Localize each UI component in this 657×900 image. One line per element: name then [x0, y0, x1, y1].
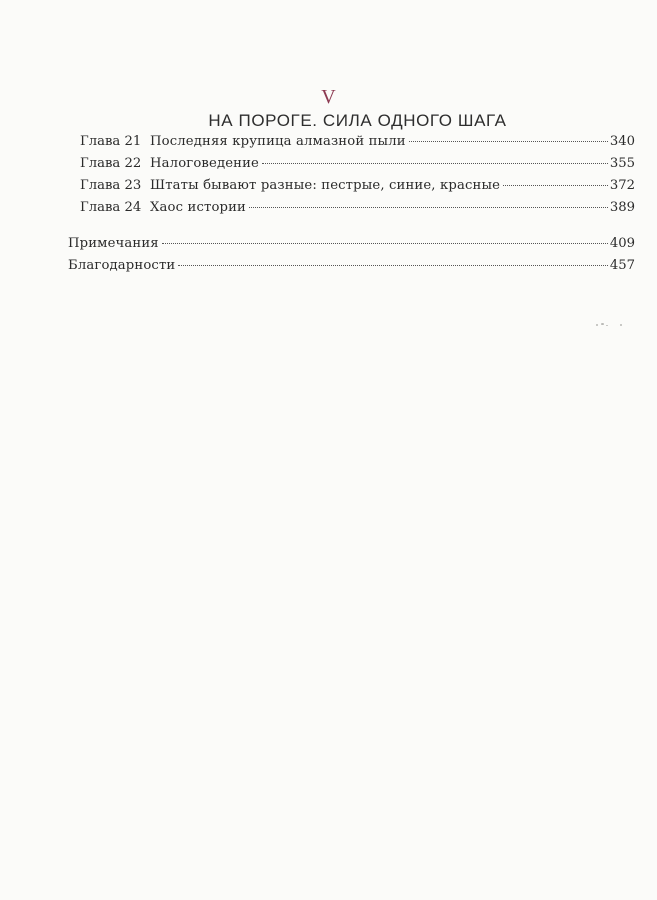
chapter-title: Последняя крупица алмазной пыли [150, 134, 406, 149]
chapter-title: Налоговедение [150, 156, 260, 171]
back-matter-list [68, 233, 635, 277]
chapter-number: Глава 22 [80, 156, 142, 171]
dot-leader [178, 265, 607, 266]
chapter-title: Штаты бывают разные: пестрые, синие, красные [150, 178, 501, 193]
section-title: Примечания [68, 236, 159, 251]
chapter-title: Хаос истории [150, 200, 246, 215]
chapter-number: Глава 23 [80, 178, 142, 193]
page-number: 340 [609, 134, 635, 149]
chapter-list [68, 131, 635, 219]
chapter-number: Глава 24 [80, 200, 142, 215]
chapter-number: Глава 21 [80, 134, 142, 149]
toc-entry-notes[interactable] [68, 233, 635, 255]
part-header [0, 86, 657, 132]
toc-entry-chapter-23[interactable] [68, 175, 635, 197]
page-number: 389 [609, 200, 635, 215]
dot-leader [409, 141, 608, 142]
part-numeral: V [321, 86, 336, 108]
toc-entry-chapter-24[interactable] [68, 197, 635, 219]
dot-leader [262, 163, 608, 164]
page-number: 457 [609, 258, 635, 273]
page-number: 409 [609, 236, 635, 251]
paper-speck [596, 322, 626, 328]
part-title: НА ПОРОГЕ. СИЛА ОДНОГО ШАГА [208, 111, 507, 130]
page-number: 355 [609, 156, 635, 171]
toc-entry-chapter-22[interactable] [68, 153, 635, 175]
toc-entry-acknowledgements[interactable] [68, 255, 635, 277]
dot-leader [503, 185, 608, 186]
dot-leader [249, 207, 608, 208]
toc-entry-chapter-21[interactable] [68, 131, 635, 153]
page-number: 372 [609, 178, 635, 193]
section-title: Благодарности [68, 258, 176, 273]
dot-leader [162, 243, 608, 244]
